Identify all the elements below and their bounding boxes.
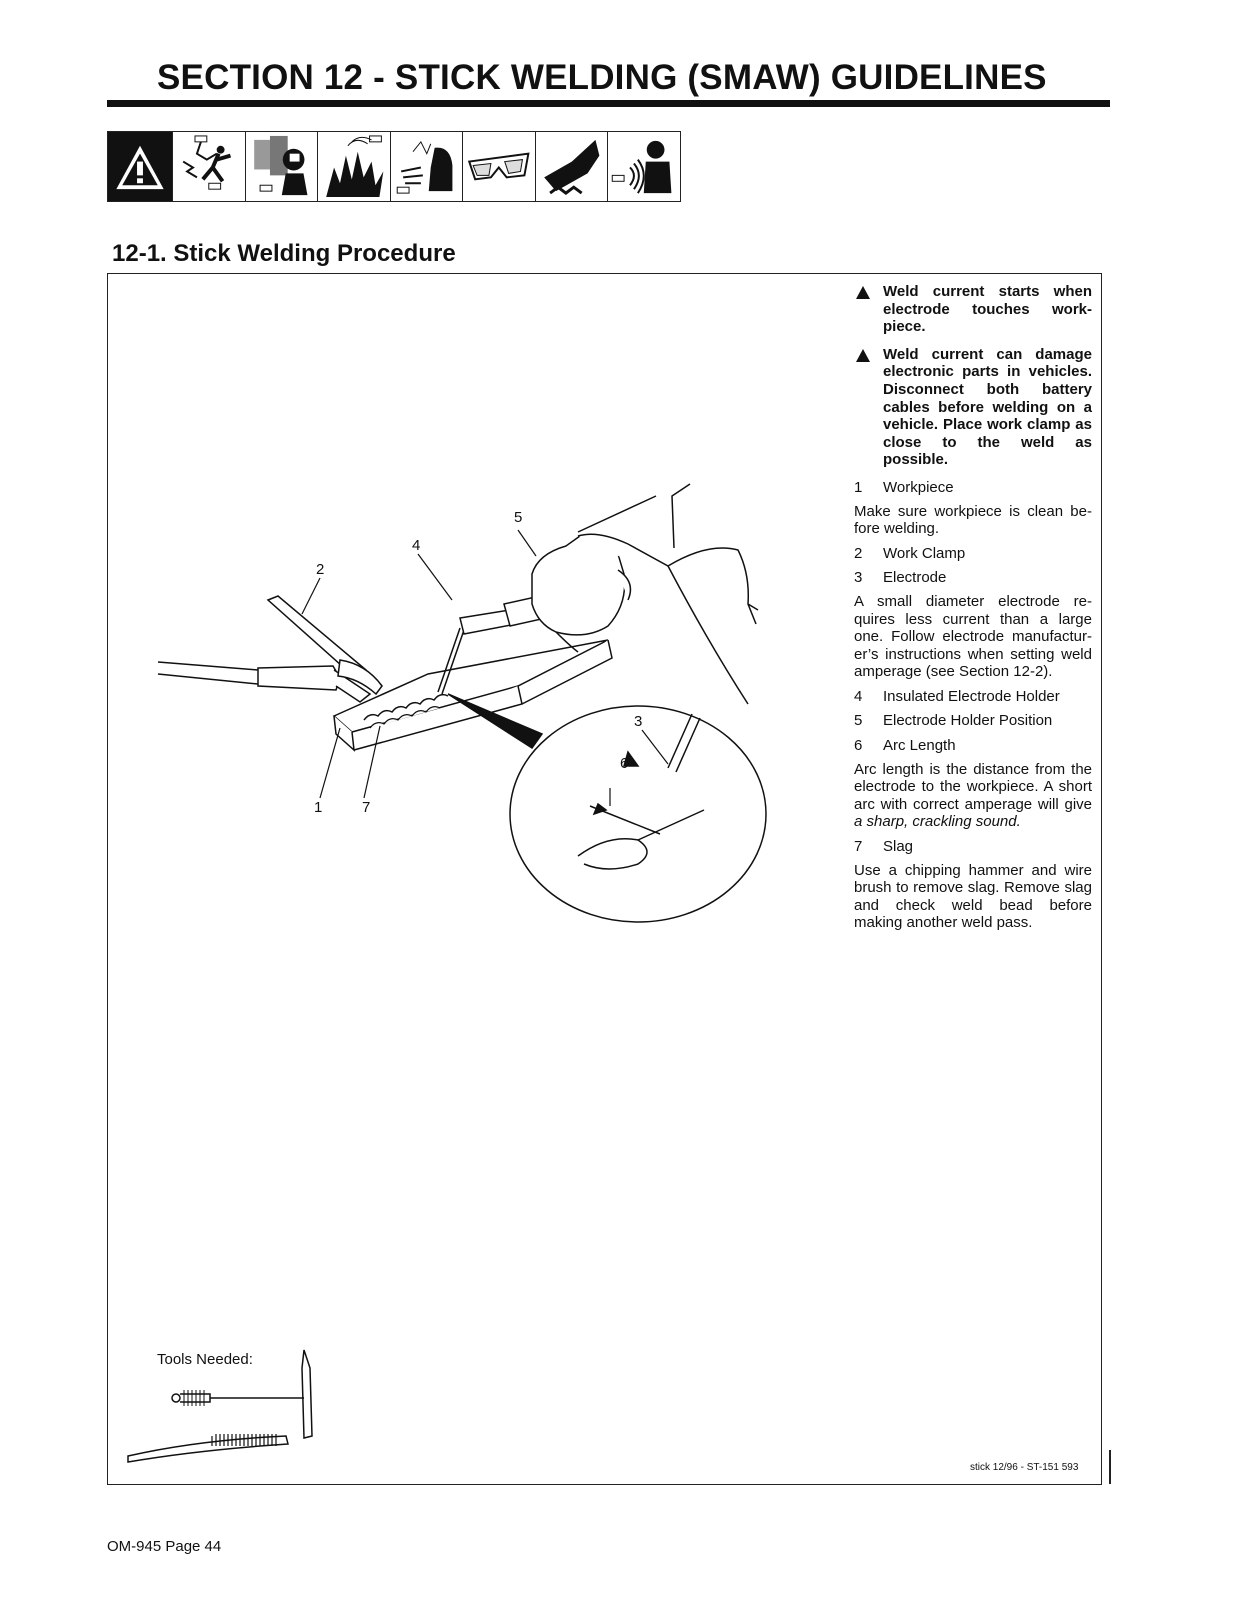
callout-1: 1	[314, 799, 323, 816]
warning-note	[854, 346, 1092, 469]
warning-triangle-icon	[856, 349, 870, 362]
legend-number: 2	[854, 544, 863, 562]
stick-welding-illustration	[108, 274, 848, 1174]
legend-label: Electrode	[883, 569, 947, 587]
legend-item-slag	[854, 838, 1092, 856]
legend-number: 3	[854, 569, 863, 587]
legend-item-electrode-holder	[854, 688, 1092, 706]
callout-3: 3	[634, 713, 643, 730]
arc-length-note	[854, 761, 1092, 831]
legend-label: Slag	[883, 838, 914, 856]
legend-item-workpiece	[854, 479, 1092, 497]
legend-label: Arc Length	[883, 737, 956, 755]
legend-label: Work Clamp	[883, 544, 966, 562]
page-number: OM-945 Page 44	[107, 1538, 222, 1555]
warning-note	[854, 283, 1092, 336]
electric-shock-icon	[172, 132, 245, 201]
fumes-icon	[245, 132, 318, 201]
tools-illustration	[118, 1340, 338, 1475]
electrode-note: A small diameter electrode re-quires less current than a large one. Follow electrode manufactur-er’s instructions when setting weld amperage (see Section 12-2).	[854, 592, 1092, 681]
arc-length-sound-text: a sharp, crackling sound.	[854, 813, 1021, 831]
legend-number: 4	[854, 687, 863, 705]
safety-icon-strip	[107, 131, 681, 202]
wire-brush-icon	[128, 1434, 288, 1462]
title-rule	[107, 100, 1110, 107]
callout-2: 2	[316, 561, 325, 578]
legend-item-arc-length	[854, 737, 1092, 755]
welding-glove	[532, 484, 758, 704]
legend-item-holder-position	[854, 712, 1092, 730]
callout-7: 7	[362, 799, 371, 816]
legend-number: 1	[854, 478, 863, 496]
workpiece	[334, 640, 612, 750]
warning-triangle-icon	[108, 132, 172, 201]
legend-number: 6	[854, 737, 863, 755]
hot-parts-glove-icon	[535, 132, 608, 201]
tools-needed-label: Tools Needed:	[157, 1351, 253, 1368]
chipping-hammer-icon	[172, 1350, 312, 1438]
arc-detail-callout	[448, 694, 766, 922]
legend-label: Workpiece	[883, 478, 954, 496]
callout-6: 6	[620, 755, 629, 772]
subsection-title: 12-1. Stick Welding Procedure	[112, 240, 456, 267]
legend-label: Insulated Electrode Holder	[883, 687, 1060, 705]
procedure-notes	[854, 283, 1092, 939]
legend-item-work-clamp	[854, 545, 1092, 563]
frame-rule	[1109, 1450, 1111, 1484]
noise-ear-protection-icon	[607, 132, 680, 201]
arc-length-text: Arc length is the distance from the electrode to the workpiece. A short arc with correct amperage will give	[854, 760, 1092, 813]
callout-4: 4	[412, 537, 421, 554]
workpiece-note: Make sure workpiece is clean be-fore welding.	[854, 502, 1092, 538]
warning-text: Weld current can damage electronic parts in vehicles. Disconnect both battery cables before welding on a vehicle. Place work clamp as close to the weld as possible.	[883, 345, 1092, 469]
legend-label: Electrode Holder Position	[883, 712, 1053, 730]
safety-glasses-icon	[462, 132, 535, 201]
warning-text: Weld current starts when electrode touches work-piece.	[883, 283, 1092, 336]
warning-triangle-icon	[856, 286, 870, 299]
legend-item-electrode	[854, 569, 1092, 587]
legend-number: 5	[854, 712, 863, 730]
welding-cable	[158, 662, 258, 684]
document-code: stick 12/96 - ST-151 593	[970, 1462, 1079, 1473]
fire-explosion-icon	[317, 132, 390, 201]
section-title: SECTION 12 - STICK WELDING (SMAW) GUIDELINES	[157, 58, 1047, 97]
welding-helmet-icon	[390, 132, 463, 201]
slag-note: Use a chipping hammer and wire brush to remove slag. Remove slag and check weld bead before making another weld pass.	[854, 861, 1092, 932]
callout-5: 5	[514, 509, 523, 526]
legend-number: 7	[854, 838, 863, 856]
work-clamp	[258, 596, 382, 702]
